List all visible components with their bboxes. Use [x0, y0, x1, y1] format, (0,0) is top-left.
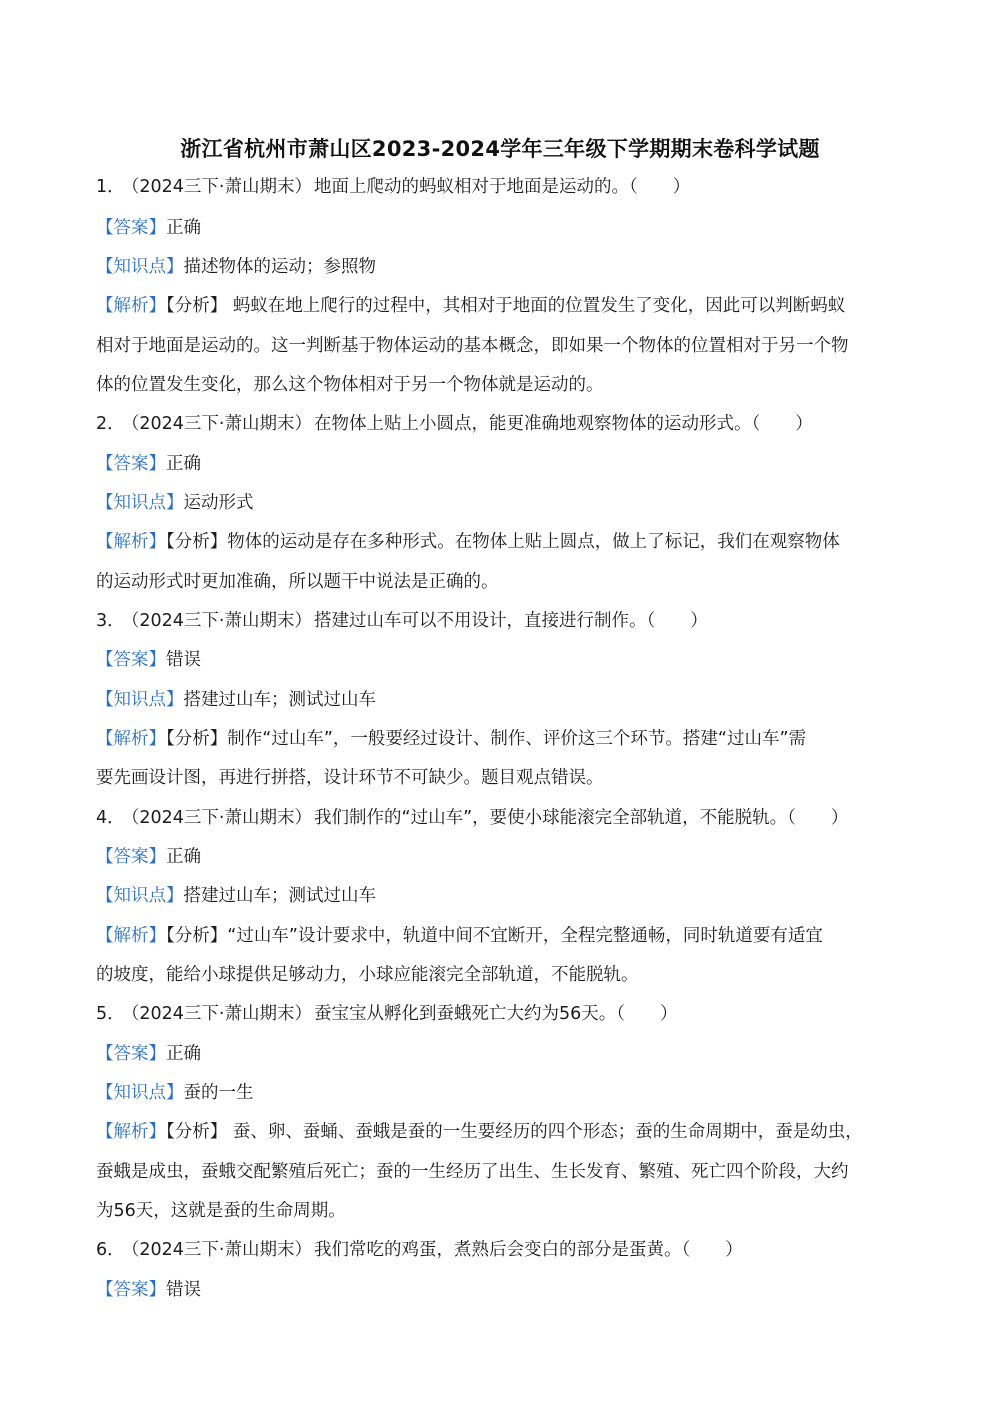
knowledge-value: 搭建过山车；测试过山车 — [183, 690, 376, 710]
fenxi-label: 【分析】 — [166, 532, 228, 552]
question-stem — [96, 806, 916, 830]
knowledge-value: 搭建过山车；测试过山车 — [183, 886, 376, 906]
knowledge-value: 蚕的一生 — [183, 1083, 254, 1103]
question-number: 5． — [96, 1004, 125, 1024]
knowledge-value: 描述物体的运动；参照物 — [183, 257, 376, 277]
analysis-text: 相对于地面是运动的。这一判断基于物体运动的基本概念，即如果一个物体的位置相对于另一个物 — [96, 336, 849, 356]
knowledge-line — [96, 884, 916, 908]
question-source: （2024三下·萧山期末） — [130, 1004, 312, 1024]
answer-line — [96, 216, 916, 240]
answer-label: 【答案】 — [96, 847, 166, 867]
answer-value: 正确 — [166, 454, 201, 474]
answer-line — [96, 648, 916, 672]
question-text: 地面上爬动的蚂蚁相对于地面是运动的。（ ） — [314, 177, 691, 197]
question-source: （2024三下·萧山期末） — [130, 611, 312, 631]
answer-value: 错误 — [166, 1280, 201, 1300]
analysis-text: 制作“过山车”，一般要经过设计、制作、评价这三个环节。搭建“过山车”需 — [227, 729, 807, 749]
answer-value: 正确 — [166, 847, 201, 867]
analysis-line — [96, 727, 916, 751]
question-number: 3． — [96, 611, 125, 631]
analysis-text: 蚕蛾是成虫，蚕蛾交配繁殖后死亡；蚕的一生经历了出生、生长发育、繁殖、死亡四个阶段，大约 — [96, 1162, 849, 1182]
analysis-label: 【解析】 — [96, 1122, 166, 1142]
fenxi-label: 【分析】 — [166, 926, 228, 946]
answer-line — [96, 452, 916, 476]
answer-value: 正确 — [166, 218, 201, 238]
answer-label: 【答案】 — [96, 1280, 166, 1300]
question-source: （2024三下·萧山期末） — [130, 808, 312, 828]
question-text: 搭建过山车可以不用设计，直接进行制作。（ ） — [314, 611, 708, 631]
question-stem — [96, 1002, 916, 1026]
question-stem — [96, 175, 916, 199]
fenxi-label: 【分析】 — [166, 729, 228, 749]
analysis-line — [96, 1120, 916, 1144]
knowledge-label: 【知识点】 — [96, 886, 184, 906]
question-text: 蚕宝宝从孵化到蚕蛾死亡大约为56天。（ ） — [314, 1004, 678, 1024]
question-text: 我们制作的“过山车”，要使小球能滚完全部轨道，不能脱轨。（ ） — [314, 808, 849, 828]
answer-label: 【答案】 — [96, 454, 166, 474]
analysis-text: 物体的运动是存在多种形式。在物体上贴上圆点，做上了标记，我们在观察物体 — [227, 532, 840, 552]
question-stem — [96, 1238, 916, 1262]
analysis-label: 【解析】 — [96, 926, 166, 946]
question-text: 我们常吃的鸡蛋，煮熟后会变白的部分是蛋黄。（ ） — [314, 1240, 743, 1260]
answer-label: 【答案】 — [96, 650, 166, 670]
knowledge-line — [96, 688, 916, 712]
analysis-label: 【解析】 — [96, 532, 166, 552]
analysis-text: 的运动形式时更加准确，所以题干中说法是正确的。 — [96, 572, 499, 592]
analysis-label: 【解析】 — [96, 729, 166, 749]
knowledge-label: 【知识点】 — [96, 690, 184, 710]
analysis-line — [96, 294, 916, 318]
question-number: 2． — [96, 414, 125, 434]
answer-value: 正确 — [166, 1044, 201, 1064]
analysis-line — [96, 530, 916, 554]
knowledge-line — [96, 1081, 916, 1105]
question-number: 6． — [96, 1240, 125, 1260]
knowledge-line — [96, 255, 916, 279]
fenxi-label: 【分析】 — [166, 296, 228, 316]
analysis-text: 为56天，这就是蚕的生命周期。 — [96, 1201, 346, 1221]
analysis-label: 【解析】 — [96, 296, 166, 316]
question-stem — [96, 412, 916, 436]
analysis-text: 的坡度，能给小球提供足够动力，小球应能滚完全部轨道，不能脱轨。 — [96, 965, 639, 985]
question-source: （2024三下·萧山期末） — [130, 177, 312, 197]
answer-line — [96, 845, 916, 869]
knowledge-line — [96, 491, 916, 515]
question-stem — [96, 609, 916, 633]
analysis-text: 体的位置发生变化，那么这个物体相对于另一个物体就是运动的。 — [96, 375, 604, 395]
question-text: 在物体上贴上小圆点，能更准确地观察物体的运动形式。（ ） — [314, 414, 813, 434]
question-source: （2024三下·萧山期末） — [130, 414, 312, 434]
question-number: 1． — [96, 177, 125, 197]
analysis-text: 蚕、卵、蚕蛹、蚕蛾是蚕的一生要经历的四个形态；蚕的生命周期中，蚕是幼虫， — [227, 1122, 863, 1142]
answer-line — [96, 1278, 916, 1302]
page-title: 浙江省杭州市萧山区2023-2024学年三年级下学期期末卷科学试题 — [180, 137, 820, 161]
knowledge-value: 运动形式 — [183, 493, 254, 513]
analysis-line — [96, 924, 916, 948]
question-number: 4． — [96, 808, 125, 828]
analysis-text: 要先画设计图，再进行拼搭，设计环节不可缺少。题目观点错误。 — [96, 768, 604, 788]
answer-value: 错误 — [166, 650, 201, 670]
answer-label: 【答案】 — [96, 1044, 166, 1064]
answer-line — [96, 1042, 916, 1066]
answer-label: 【答案】 — [96, 218, 166, 238]
analysis-text: “过山车”设计要求中，轨道中间不宜断开，全程完整通畅，同时轨道要有适宜 — [227, 926, 823, 946]
knowledge-label: 【知识点】 — [96, 493, 184, 513]
knowledge-label: 【知识点】 — [96, 1083, 184, 1103]
question-source: （2024三下·萧山期末） — [130, 1240, 312, 1260]
knowledge-label: 【知识点】 — [96, 257, 184, 277]
fenxi-label: 【分析】 — [166, 1122, 228, 1142]
analysis-text: 蚂蚁在地上爬行的过程中，其相对于地面的位置发生了变化，因此可以判断蚂蚁 — [227, 296, 846, 316]
